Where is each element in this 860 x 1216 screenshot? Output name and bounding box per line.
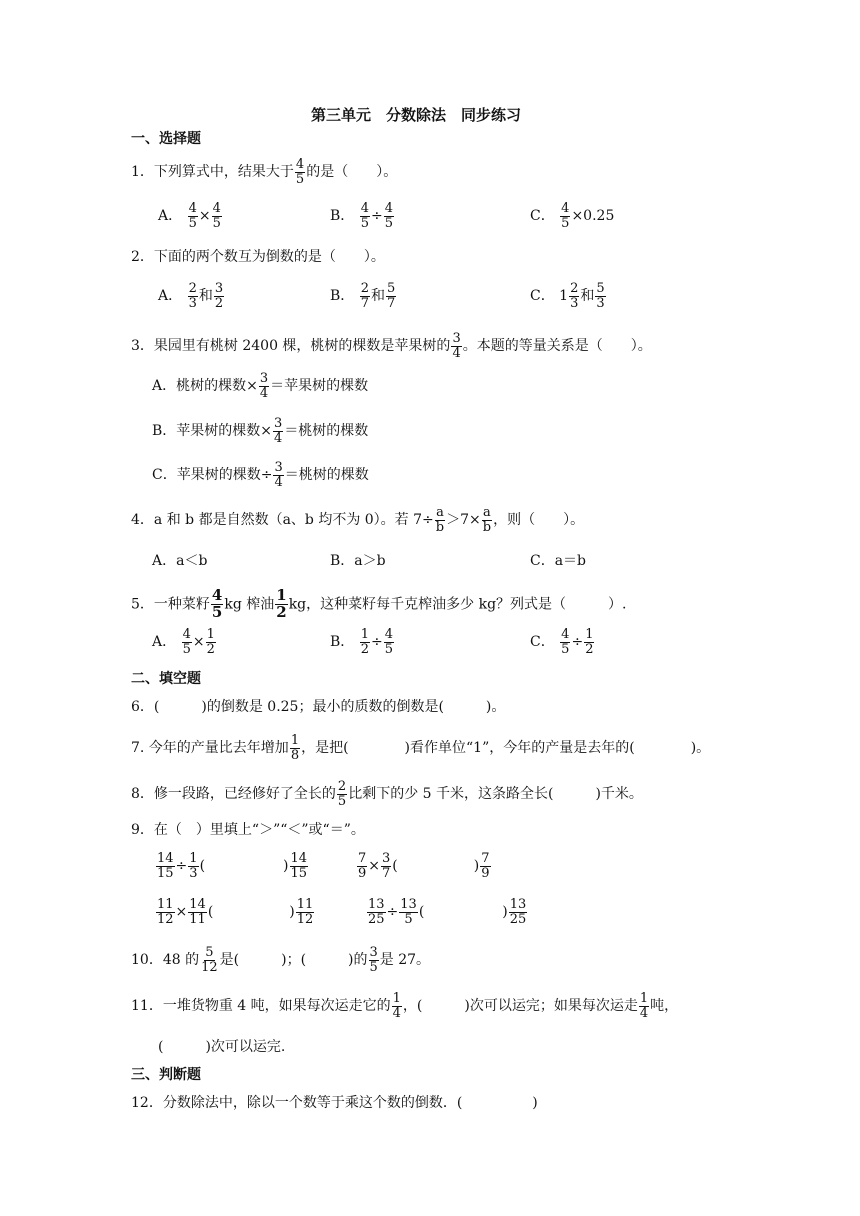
numerator: 2 — [360, 281, 370, 296]
numerator: 4 — [295, 157, 305, 172]
numerator: 13 — [400, 897, 417, 912]
operator: × — [198, 208, 211, 225]
answer-blank-open[interactable]: ( — [418, 904, 425, 921]
numerator: 13 — [368, 897, 385, 912]
denominator: 15 — [290, 865, 308, 881]
fraction — [156, 898, 175, 926]
q5-stem-pre: 5．一种菜籽 — [131, 596, 210, 613]
numerator: 14 — [290, 851, 308, 866]
question-1-stem — [131, 158, 397, 186]
question-7 — [131, 734, 710, 762]
fraction — [188, 282, 198, 310]
numerator: 3 — [259, 371, 269, 386]
option-text: ＝桃树的棵数 — [284, 467, 369, 484]
answer-blank-close: ) — [502, 904, 508, 921]
denominator: 3 — [570, 295, 579, 311]
fraction — [275, 588, 287, 621]
answer-blank-open[interactable]: ( — [392, 858, 398, 875]
numerator: 1 — [360, 627, 370, 642]
denominator: 3 — [596, 295, 605, 311]
fraction — [337, 780, 347, 808]
fraction — [560, 202, 570, 230]
fraction — [369, 946, 379, 974]
question-9-item-1 — [155, 852, 309, 880]
fraction — [584, 628, 594, 656]
operator: ÷ — [571, 634, 584, 651]
question-3-stem — [131, 332, 652, 360]
answer-blank-close: ) — [289, 904, 295, 921]
option-label: C． — [530, 208, 555, 225]
denominator: 7 — [387, 295, 396, 311]
denominator: 5 — [561, 215, 570, 231]
denominator: 5 — [211, 602, 223, 621]
fraction — [296, 898, 315, 926]
numerator: 5 — [596, 281, 605, 296]
numerator: 4 — [182, 627, 191, 642]
question-5-option-c[interactable] — [530, 628, 595, 656]
denominator: 15 — [157, 865, 174, 881]
q5-stem-post: kg，这种菜籽每千克榨油多少 kg？列式是（ ）. — [288, 596, 627, 613]
fraction — [509, 898, 528, 926]
denominator: 9 — [481, 865, 490, 881]
numerator: 4 — [188, 201, 197, 216]
question-6: 6．( )的倒数是 0.25；最小的质数的倒数是( )。 — [131, 699, 506, 715]
denominator: 8 — [290, 747, 300, 763]
q7-pre: 7. 今年的产量比去年增加 — [131, 740, 289, 757]
numerator: 7 — [358, 851, 367, 866]
numerator: a — [436, 505, 444, 520]
denominator: 5 — [384, 215, 394, 231]
whole-number: 1 — [559, 288, 569, 305]
question-5-stem — [131, 588, 627, 621]
connector: 和 — [371, 288, 386, 305]
fraction — [290, 852, 309, 880]
fraction — [182, 628, 192, 656]
denominator: 4 — [639, 1005, 649, 1021]
question-9-stem: 9．在（ ）里填上“＞”“＜”或“＝”。 — [131, 822, 365, 838]
question-4-option-c[interactable]: C．a＝b — [530, 553, 587, 569]
question-12: 12．分数除法中，除以一个数等于乘这个数的倒数．( ) — [131, 1095, 538, 1111]
fraction — [360, 202, 370, 230]
option-label: B． — [330, 208, 355, 225]
denominator: 5 — [212, 215, 221, 231]
numerator: 4 — [212, 201, 221, 216]
question-11-line-2: ( )次可以运完. — [158, 1039, 286, 1055]
denominator: 2 — [360, 641, 370, 657]
option-text: ＝桃树的棵数 — [284, 423, 369, 440]
question-1-option-c[interactable] — [530, 202, 614, 230]
denominator: 25 — [368, 911, 385, 927]
fraction — [386, 282, 396, 310]
fraction — [214, 282, 224, 310]
answer-blank-close: ) — [283, 858, 289, 875]
question-8 — [131, 780, 643, 808]
fraction — [480, 852, 490, 880]
fraction — [357, 852, 367, 880]
fraction — [381, 852, 391, 880]
numerator: 1 — [639, 991, 649, 1006]
question-9-item-2 — [356, 852, 492, 880]
numerator: 4 — [384, 627, 394, 642]
numerator: 1 — [585, 627, 594, 642]
question-4-option-b[interactable]: B．a＞b — [330, 553, 386, 569]
q4-stem-post: ，则（ ）。 — [493, 512, 585, 529]
denominator: 11 — [189, 911, 206, 927]
fraction — [290, 734, 300, 762]
option-label: C． — [530, 634, 555, 651]
denominator: 12 — [157, 911, 174, 927]
question-4-option-a[interactable]: A．a＜b — [152, 553, 208, 569]
option-label: B． — [330, 634, 355, 651]
operator: × — [368, 858, 381, 875]
fraction — [367, 898, 386, 926]
fraction — [384, 202, 394, 230]
fraction — [482, 506, 492, 534]
fraction — [595, 282, 605, 310]
denominator: 25 — [509, 911, 527, 927]
denominator: 7 — [360, 295, 370, 311]
q10-post: 是 27。 — [379, 952, 431, 969]
operator: ÷ — [371, 208, 383, 225]
denominator: 5 — [561, 641, 570, 657]
fraction — [384, 628, 394, 656]
question-9-item-4 — [366, 898, 528, 926]
denominator: 5 — [384, 641, 394, 657]
option-tail: ×0.25 — [571, 208, 615, 225]
fraction — [569, 282, 579, 310]
question-5-option-b[interactable] — [330, 628, 395, 656]
question-4-stem — [131, 506, 584, 534]
q10-pre: 10．48 的 — [131, 952, 200, 969]
denominator: 12 — [201, 959, 218, 975]
numerator: 11 — [157, 897, 174, 912]
denominator: 5 — [404, 911, 413, 927]
q11-mid: ，( )次可以运完；如果每次运走 — [402, 998, 638, 1015]
q3-stem-pre: 3．果园里有桃树 2400 棵，桃树的棵数是苹果树的 — [131, 338, 451, 355]
q5-stem-mid: kg 榨油 — [224, 596, 275, 613]
q8-post: 比剩下的少 5 千米，这条路全长( )千米。 — [348, 786, 643, 803]
numerator: 3 — [382, 851, 391, 866]
numerator: 2 — [188, 281, 197, 296]
q11-pre: 11．一堆货物重 4 吨，如果每次运走它的 — [131, 998, 391, 1015]
numerator: 3 — [452, 331, 461, 346]
fraction — [435, 506, 445, 534]
numerator: 3 — [369, 945, 378, 960]
fraction — [560, 628, 570, 656]
numerator: 2 — [337, 779, 347, 794]
fraction — [273, 461, 283, 489]
question-2-option-c[interactable] — [530, 282, 607, 310]
answer-blank-close: ) — [473, 858, 480, 875]
numerator: 4 — [384, 201, 394, 216]
question-10 — [131, 946, 430, 974]
numerator: 3 — [274, 416, 283, 431]
fraction — [156, 852, 175, 880]
q4-stem-pre: 4．a 和 b 都是自然数（a、b 均不为 0）。若 7÷ — [131, 512, 434, 529]
connector: 和 — [580, 288, 595, 305]
fraction — [212, 202, 222, 230]
q4-stem-mid: ＞7× — [446, 512, 481, 529]
option-label: B． — [330, 288, 355, 305]
question-2-stem: 2．下面的两个数互为倒数的是（ ）。 — [131, 249, 385, 265]
q8-pre: 8．修一段路，已经修好了全长的 — [131, 786, 336, 803]
denominator: 2 — [276, 602, 287, 621]
denominator: 3 — [189, 865, 198, 881]
q3-stem-post: 。本题的等量关系是（ ）。 — [462, 338, 652, 355]
numerator: 1 — [392, 991, 401, 1006]
option-text: B．苹果树的棵数× — [152, 423, 273, 440]
numerator: 14 — [189, 897, 206, 912]
operator: ÷ — [386, 904, 399, 921]
numerator: 13 — [509, 897, 527, 912]
numerator: 3 — [274, 460, 283, 475]
numerator: 14 — [157, 851, 174, 866]
numerator: 4 — [561, 627, 570, 642]
numerator: 11 — [296, 897, 314, 912]
denominator: 2 — [214, 295, 224, 311]
fraction — [295, 158, 305, 186]
option-text: A．桃树的棵数× — [152, 378, 258, 395]
numerator: 3 — [214, 281, 224, 296]
denominator: b — [482, 519, 492, 535]
operator: ÷ — [175, 858, 188, 875]
denominator: 4 — [392, 1005, 401, 1021]
question-5-option-a[interactable] — [152, 628, 217, 656]
denominator: 12 — [296, 911, 314, 927]
question-3-option-c[interactable] — [152, 461, 369, 489]
denominator: 4 — [259, 385, 269, 401]
section-heading-fill: 二、填空题 — [131, 671, 201, 687]
denominator: 5 — [360, 215, 370, 231]
option-text: C．苹果树的棵数÷ — [152, 467, 273, 484]
numerator: 4 — [360, 201, 370, 216]
section-heading-choice: 一、选择题 — [131, 131, 201, 147]
denominator: 4 — [452, 345, 461, 361]
numerator: 5 — [387, 281, 396, 296]
answer-blank-open[interactable]: ( — [207, 904, 214, 921]
question-1-option-a[interactable] — [158, 202, 223, 230]
fraction — [211, 588, 223, 621]
q7-post: ，是把( )看作单位“1”，今年的产量是去年的( )。 — [301, 740, 711, 757]
numerator: 1 — [189, 851, 198, 866]
numerator: a — [483, 505, 491, 520]
denominator: 7 — [382, 865, 391, 881]
numerator: 1 — [276, 586, 287, 604]
question-2-option-b[interactable] — [330, 282, 397, 310]
fraction — [200, 946, 219, 974]
fraction — [392, 992, 402, 1020]
q10-mid: 是( )；( )的 — [219, 952, 368, 969]
numerator: 4 — [211, 586, 223, 604]
operator: × — [192, 634, 205, 651]
numerator: 2 — [570, 281, 579, 296]
question-9-item-3 — [155, 898, 315, 926]
fraction — [188, 202, 198, 230]
fraction — [451, 332, 461, 360]
option-label: A． — [152, 634, 177, 651]
connector: 和 — [198, 288, 213, 305]
operator: × — [175, 904, 188, 921]
fraction — [639, 992, 649, 1020]
option-text: ＝苹果树的棵数 — [270, 378, 369, 395]
denominator: 5 — [295, 171, 305, 187]
fraction — [360, 282, 370, 310]
question-11 — [131, 992, 678, 1020]
denominator: 5 — [369, 959, 378, 975]
numerator: 1 — [290, 733, 300, 748]
question-2-option-a[interactable] — [158, 282, 225, 310]
numerator: 4 — [561, 201, 570, 216]
option-label: A． — [158, 208, 183, 225]
fraction — [206, 628, 216, 656]
numerator: 7 — [481, 851, 490, 866]
q1-stem-pre: 1．下列算式中，结果大于 — [131, 164, 294, 181]
fraction — [360, 628, 370, 656]
fraction — [259, 372, 269, 400]
denominator: 5 — [188, 215, 197, 231]
page-title: 第三单元 分数除法 同步练习 — [311, 106, 522, 124]
fraction — [399, 898, 418, 926]
answer-blank-open[interactable]: ( — [199, 858, 206, 875]
numerator: 5 — [205, 945, 214, 960]
denominator: b — [435, 519, 445, 535]
denominator: 5 — [182, 641, 191, 657]
denominator: 2 — [206, 641, 215, 657]
q11-post: 吨， — [650, 998, 679, 1015]
denominator: 4 — [274, 430, 283, 446]
fraction — [188, 852, 198, 880]
section-heading-judge: 三、判断题 — [131, 1067, 201, 1083]
question-3-option-b[interactable] — [152, 417, 368, 445]
fraction — [273, 417, 283, 445]
denominator: 2 — [585, 641, 594, 657]
question-3-option-a[interactable] — [152, 372, 368, 400]
fraction — [188, 898, 207, 926]
question-1-option-b[interactable] — [330, 202, 395, 230]
denominator: 3 — [188, 295, 197, 311]
denominator: 9 — [358, 865, 367, 881]
denominator: 4 — [274, 474, 283, 490]
option-label: C． — [530, 288, 555, 305]
denominator: 5 — [337, 793, 347, 809]
q1-stem-post: 的是（ ）。 — [306, 164, 398, 181]
operator: ÷ — [371, 634, 383, 651]
numerator: 1 — [206, 627, 215, 642]
option-label: A． — [158, 288, 183, 305]
